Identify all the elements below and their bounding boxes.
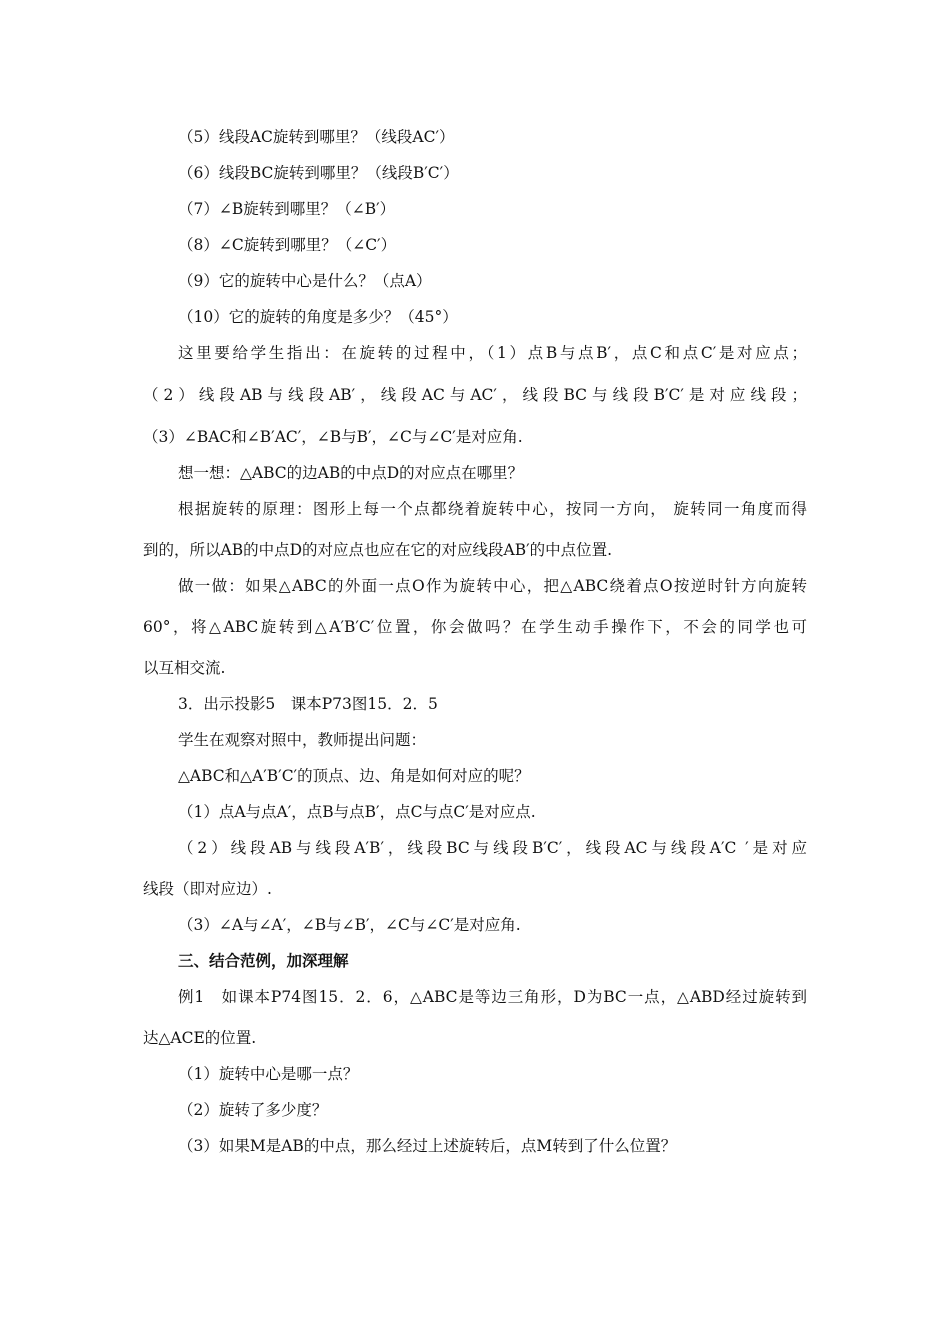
text-line: （5）线段AC旋转到哪里？（线段AC′） <box>178 128 455 146</box>
paragraph-line: 例1 如课本P74图15．2．6，△ABC是等边三角形，D为BC一点，△ABD经过旋转到 <box>178 988 807 1006</box>
text-line: （3）如果M是AB的中点，那么经过上述旋转后，点M转到了什么位置？ <box>178 1137 677 1155</box>
paragraph-line: 以互相交流. <box>143 659 226 677</box>
paragraph-line: 达△ACE的位置. <box>143 1029 257 1047</box>
text-line: （8）∠C旋转到哪里？（∠C′） <box>178 236 397 254</box>
paragraph-line: （2）线段AB与线段A′B′，线段BC与线段B′C′，线段AC与线段A′C ′是对应 <box>178 839 807 857</box>
paragraph-line: 这里要给学生指出：在旋转的过程中，（1）点B与点B′，点C和点C′是对应点； <box>178 344 807 362</box>
paragraph-line: 根据旋转的原理：图形上每一个点都绕着旋转中心，按同一方向， 旋转同一角度而得 <box>178 500 807 518</box>
text-line: （10）它的旋转的角度是多少？（45°） <box>178 308 458 326</box>
paragraph-line: 线段（即对应边）. <box>143 880 272 898</box>
paragraph-line: 到的，所以AB的中点D的对应点也应在它的对应线段AB′的中点位置. <box>143 541 613 559</box>
text-line: （7）∠B旋转到哪里？（∠B′） <box>178 200 396 218</box>
text-line: （1）点A与点A′，点B与点B′，点C与点C′是对应点. <box>178 803 536 821</box>
text-line: （3）∠A与∠A′，∠B与∠B′，∠C与∠C′是对应角. <box>178 916 521 934</box>
paragraph-line: （3）∠BAC和∠B′AC′，∠B与B′，∠C与∠C′是对应角. <box>143 428 523 446</box>
text-line: （9）它的旋转中心是什么？（点A） <box>178 272 432 290</box>
text-line: △ABC和△A′B′C′的顶点、边、角是如何对应的呢？ <box>178 767 530 785</box>
text-line: 3．出示投影5 课本P73图15．2．5 <box>178 695 438 713</box>
text-line: （6）线段BC旋转到哪里？（线段B′C′） <box>178 164 459 182</box>
paragraph-line: 做一做：如果△ABC的外面一点O作为旋转中心，把△ABC绕着点O按逆时针方向旋转 <box>178 577 807 595</box>
text-line: （1）旋转中心是哪一点？ <box>178 1065 359 1083</box>
paragraph-line: 60°，将△ABC旋转到△A′B′C′位置，你会做吗？在学生动手操作下，不会的同学也可 <box>143 618 807 636</box>
text-line: （2）旋转了多少度？ <box>178 1101 328 1119</box>
section-heading: 三、结合范例，加深理解 <box>178 951 349 970</box>
paragraph-line: 想一想：△ABC的边AB的中点D的对应点在哪里？ <box>178 464 524 482</box>
text-line: 学生在观察对照中，教师提出问题： <box>178 731 427 749</box>
paragraph-line: （2）线段AB与线段AB′，线段AC与AC′，线段BC与线段B′C′是对应线段； <box>143 386 807 404</box>
